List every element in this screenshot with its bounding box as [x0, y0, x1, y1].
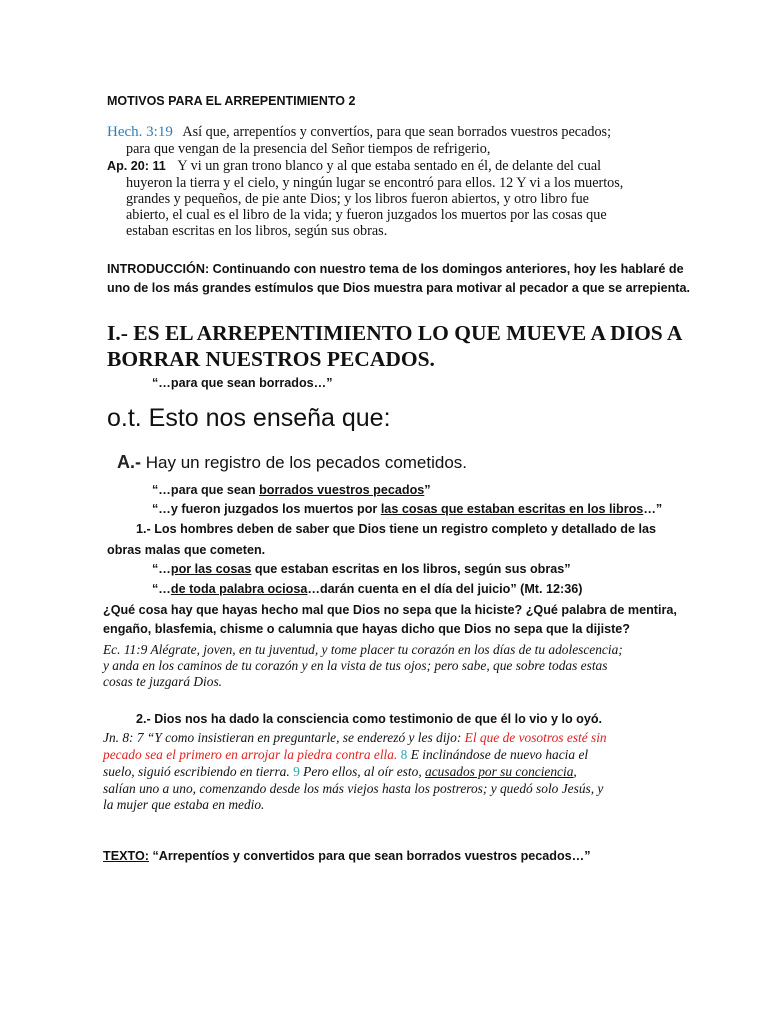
jn-line5: la mujer que estaba en medio.	[103, 797, 265, 812]
point-a-text: Hay un registro de los pecados cometidos.	[145, 453, 468, 472]
jn-text: E inclinándose de nuevo hacia el	[410, 747, 589, 762]
intro-line1	[107, 260, 684, 278]
document-title: MOTIVOS PARA EL ARREPENTIMIENTO 2	[107, 94, 356, 108]
hech-line2: para que vengan de la presencia del Señor tiempos de refrigerio,	[126, 141, 491, 157]
point-a-heading	[117, 452, 467, 473]
quote-underlined: de toda palabra ociosa	[170, 582, 308, 596]
quote-text: …”	[643, 502, 663, 516]
ap-ref: Ap. 20: 11	[107, 159, 166, 173]
texto-label: TEXTO:	[103, 849, 149, 863]
sub1-quote2	[152, 580, 582, 598]
sub1-line1: 1.- Los hombres deben de saber que Dios tiene un registro completo y detallado de las	[136, 522, 656, 536]
hech-line1: Así que, arrepentíos y convertíos, para que sean borrados vuestros pecados;	[182, 124, 612, 140]
quote-text: que estaban escritas en los libros, según sus obras”	[251, 562, 571, 576]
ot-heading: o.t. Esto nos enseña que:	[107, 404, 391, 432]
jn-text: Pero ellos, al oír esto,	[303, 764, 422, 779]
jn-text: ,	[573, 764, 577, 779]
ap-line5: estaban escritas en los libros, según sus obras.	[126, 223, 388, 239]
intro-label: INTRODUCCIÓN:	[107, 262, 210, 276]
quote-text: “…	[152, 562, 171, 576]
quote-underlined: por las cosas	[170, 562, 252, 576]
ap-line2: huyeron la tierra y el cielo, y ningún lugar se encontró para ellos. 12 Y vi a los muertos,	[126, 175, 624, 191]
ap-line1: Y vi un gran trono blanco y al que estaba sentado en él, de delante del cual	[177, 158, 602, 174]
section1-heading-line1: I.- ES EL ARREPENTIMIENTO LO QUE MUEVE A DIOS A	[107, 321, 683, 345]
point-a-letter: A.-	[117, 452, 141, 472]
ec-line3: cosas te juzgará Dios.	[103, 674, 223, 689]
sub2-line1: 2.- Dios nos ha dado la consciencia como testimonio de que él lo vio y lo oyó.	[136, 712, 603, 726]
verse-number: 8	[400, 747, 408, 762]
intro-line2: uno de los más grandes estímulos que Dios muestra para motivar al pecador a que se arrepienta.	[107, 281, 691, 295]
jn-text: suelo, siguió escribiendo en tierra.	[103, 764, 290, 779]
quote-text: “…para que sean	[152, 483, 260, 497]
quote-underlined: las cosas que estaban escritas en los libros	[380, 502, 644, 516]
sub1-quote1	[152, 560, 571, 578]
hech-verse	[107, 124, 611, 141]
ap-verse	[107, 158, 601, 175]
jn-red-text: pecado sea el primero en arrojar la piedra contra ella.	[103, 747, 398, 762]
jn-quote: “Y como insistieran en preguntarle, se enderezó y les dijo:	[146, 730, 462, 745]
sub1-line2: obras malas que cometen.	[107, 543, 266, 557]
quote-text: “…	[152, 582, 171, 596]
jn-line1	[103, 729, 607, 746]
jn-red-text: El que de vosotros esté sin	[464, 730, 607, 745]
sub1-question2: engaño, blasfemia, chisme o calumnia que hayas dicho que Dios no sepa que la dijiste?	[103, 622, 630, 636]
section1-quote: “…para que sean borrados…”	[152, 376, 333, 390]
sub1-question1: ¿Qué cosa hay que hayas hecho mal que Dios no sepa que la hiciste? ¿Qué palabra de mentira,	[103, 603, 677, 617]
jn-line3	[103, 763, 577, 780]
point-a-quote1	[152, 481, 431, 499]
hech-ref: Hech. 3:19	[107, 124, 173, 140]
jn-underlined: acusados por su conciencia	[425, 764, 574, 779]
quote-underlined: borrados vuestros pecados	[259, 483, 425, 497]
quote-text: ”	[424, 483, 431, 497]
quote-text: …darán cuenta en el día del juicio” (Mt. 12:36)	[307, 582, 583, 596]
quote-text: “…y fueron juzgados los muertos por	[152, 502, 381, 516]
intro-text1: Continuando con nuestro tema de los domingos anteriores, hoy les hablaré de	[212, 262, 684, 276]
ap-line3: grandes y pequeños, de pie ante Dios; y los libros fueron abiertos, y otro libro fue	[126, 191, 589, 207]
texto-line	[103, 847, 591, 865]
texto-text: “Arrepentíos y convertidos para que sean borrados vuestros pecados…”	[152, 849, 591, 863]
point-a-quote2	[152, 500, 662, 518]
ec-line1: Ec. 11:9 Alégrate, joven, en tu juventud, y tome placer tu corazón en los días de tu adolescencia;	[103, 642, 623, 657]
jn-line4: salían uno a uno, comenzando desde los más viejos hasta los postreros; y quedó solo Jesús, y	[103, 781, 604, 796]
verse-number: 9	[293, 764, 300, 779]
jn-line2	[103, 746, 588, 763]
jn-ref: Jn. 8: 7	[103, 730, 144, 745]
ap-line4: abierto, el cual es el libro de la vida; y fueron juzgados los muertos por las cosas que	[126, 207, 607, 223]
ec-line2: y anda en los caminos de tu corazón y en la vista de tus ojos; pero sabe, que sobre todas estas	[103, 658, 608, 673]
section1-heading-line2: BORRAR NUESTROS PECADOS.	[107, 347, 435, 371]
